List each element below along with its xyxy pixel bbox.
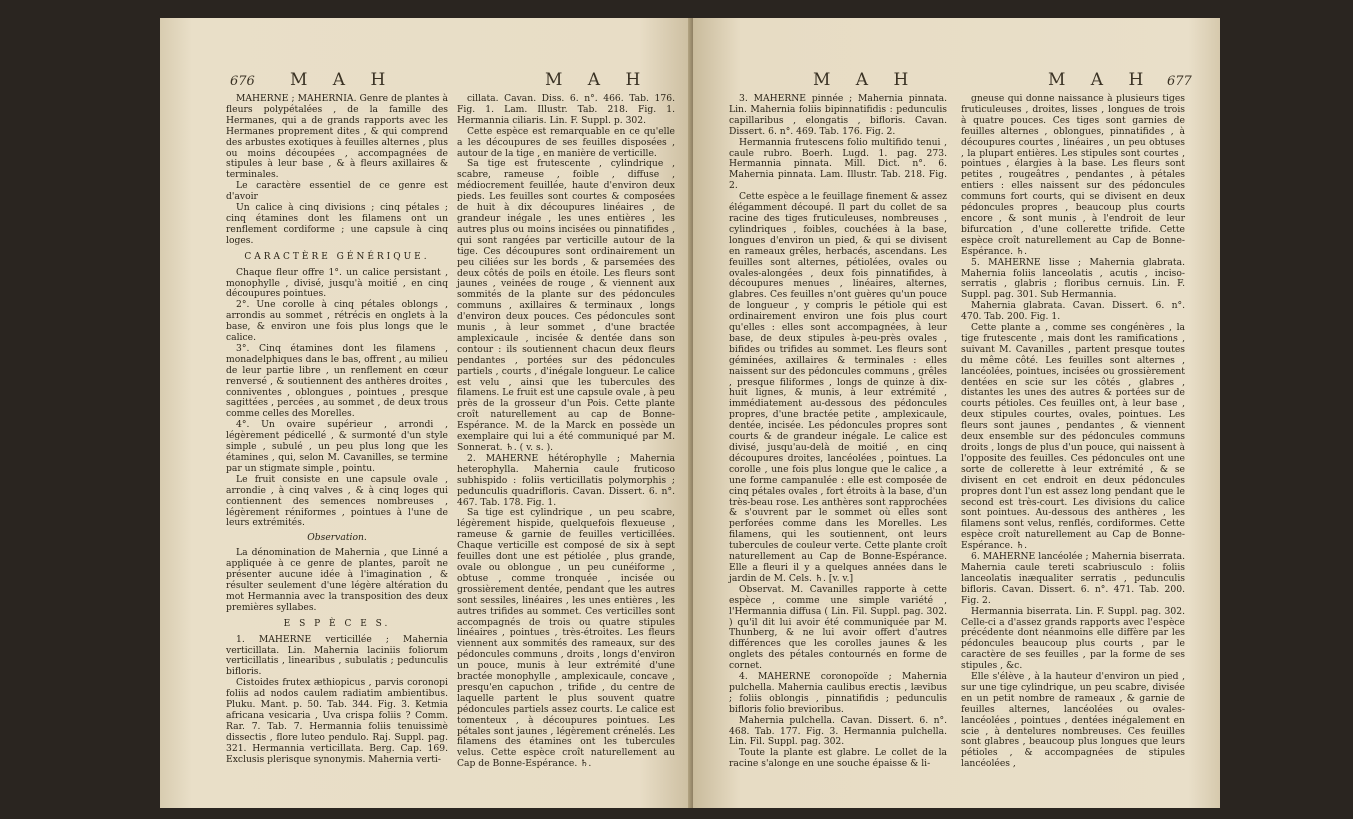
paragraph: 4. MAHERNE coronopoïde ; Mahernia pulchella. Mahernia caulibus erectis , lævibus ; foliis oblongis , pinnatifidis ; pedunculis bifloris folio brevioribus.	[729, 671, 947, 715]
paragraph: 4°. Un ovaire supérieur , arrondi , légèrement pédicellé , & surmonté d'un style simple , subulé , un peu plus long que les étamines , qui, selon M. Cavanilles, se termine par un stigmate simple , pointu.	[226, 419, 448, 474]
paragraph: 1. MAHERNE verticillée ; Mahernia verticillata. Lin. Mahernia laciniis foliorum verticillatis , linearibus , subulatis ; pedunculis bifloris.	[226, 633, 448, 678]
paragraph: 2°. Une corolle à cinq pétales oblongs , arrondis au sommet , rétrécis en onglets à la base, & environ une fois plus longs que le calice.	[226, 299, 448, 344]
paragraph: 6. MAHERNE lancéolée ; Mahernia biserrata. Mahernia caule tereti scabriusculo : foliis lanceolatis inæqualiter serratis , pedunculis bifloris. Cavan. Dissert. 6. n°. 471. Tab. 200. Fig. 2.	[961, 551, 1185, 606]
open-book	[160, 18, 1220, 808]
paragraph: Hermannia biserrata. Lin. F. Suppl. pag. 302. Celle-ci a d'assez grands rapports avec l'espèce précédente dont néanmoins elle diffère par les pédoncules beaucoup plus courts , par le caractère de ses feuilles , par la forme de ses stipules , &c.	[961, 605, 1185, 672]
paragraph: Cette plante a , comme ses congénères , la tige frutescente , mais dont les ramifications , suivant M. Cavanilles , partent presque toutes du même côté. Les feuilles sont alternes , lancéolées, pointues, incisées ou grossièrement dentées en scie sur les côtés , glabres , distantes les unes des autres & portées sur de courts pétioles. Ces feuilles ont, à leur base , deux stipules courtes, ovales, pointues. Les fleurs sont jaunes , pendantes , & viennent deux ensemble sur des pédoncules communs droits , longs de plus d'un pouce, qui naissent à l'opposite des feuilles. Ces pédoncules ont une sorte de collerette à leur extrémité , & se divisent en cet endroit en deux pédoncules propres dont l'un est assez long pendant que le second est très-court. Les divisions du calice sont pointues. Au-dessous des anthères , les filamens sont velus, renflés, cordiformes. Cette espèce croît naturellement au Cap de Bonne-Espérance. ♄.	[961, 322, 1185, 552]
paragraph: 3. MAHERNE pinnée ; Mahernia pinnata. Lin. Mahernia foliis bipinnatifidis : pedunculis capillaribus , elongatis , bifloris. Cavan. Dissert. 6. n°. 469. Tab. 176. Fig. 2.	[729, 93, 947, 137]
right-page-column-1	[729, 94, 947, 770]
paragraph: 5. MAHERNE lisse ; Mahernia glabrata. Mahernia foliis lanceolatis , acutis , inciso-serratis , glabris ; floribus cernuis. Lin. F. Suppl. pag. 301. Sub Hermannia.	[961, 256, 1185, 301]
paragraph: gneuse qui donne naissance à plusieurs tiges fruticuleuses , droites, lisses , longues de trois à quatre pouces. Ces tiges sont garnies de feuilles alternes , oblongues, pinnatifides , à découpures courtes , linéaires , un peu obtuses , la plupart entières. Les stipules sont courtes , pointues , élargies à la base. Les fleurs sont petites , rougeâtres , pendantes , à pétales entiers : elles naissent sur des pédoncules communs fort courts, qui se divisent en deux pédoncules propres , beaucoup plus courts encore , & sont munis , à l'endroit de leur bifurcation , d'une collerette trifide. Cette espèce croît naturellement au Cap de Bonne-Espérance. ♄.	[961, 93, 1185, 257]
paragraph: Elle s'élève , à la hauteur d'environ un pied , sur une tige cylindrique, un peu scabre, divisée en un petit nombre de rameaux , & garnie de feuilles alternes, lancéolées ou ovales-lancéolées , pointues , dentées inégalement en scie , à dentelures nombreuses. Ces feuilles sont glabres , beaucoup plus longues que leurs pétioles , & accompagnées de stipules lancéolées ,	[961, 671, 1185, 770]
paragraph: cillata. Cavan. Diss. 6. n°. 466. Tab. 176. Fig. 1. Lam. Illustr. Tab. 218. Fig. 1. Hermannia ciliaris. Lin. F. Suppl. p. 302.	[457, 93, 675, 126]
paragraph: MAHERNE ; MAHERNIA. Genre de plantes à fleurs polypétalées , de la famille des Hermanes, qui a de grands rapports avec les Hermanes proprement dites , & qui comprend des arbustes exotiques à feuilles alternes , plus ou moins découpées , accompagnées de stipules à leur base , & à fleurs axillaires & terminales.	[226, 93, 448, 181]
paragraph: 2. MAHERNE hétérophylle ; Mahernia heterophylla. Mahernia caule fruticoso subhispido : foliis verticillatis polymorphis ; pedunculis quadrifloris. Cavan. Dissert. 6. n°. 467. Tab. 178. Fig. 1.	[457, 452, 675, 508]
paragraph: Le fruit consiste en une capsule ovale , arrondie , à cinq valves , & à cinq loges qui contiennent des semences nombreuses , légèrement réniformes , pointues à l'une de leurs extrémités.	[226, 473, 448, 529]
paragraph: La dénomination de Mahernia , que Linné a appliquée à ce genre de plantes, paroît ne présenter aucune idée à l'imagination , & résulter seulement d'une légère altération du mot Hermannia avec la transposition des deux premières syllabes.	[226, 547, 448, 613]
right-page-number: 677	[1167, 74, 1192, 89]
right-page-column-2	[961, 94, 1185, 770]
paragraph: Mahernia pulchella. Cavan. Dissert. 6. n°. 468. Tab. 177. Fig. 3. Hermannia pulchella. Lin. Fil. Suppl. pag. 302.	[729, 714, 947, 748]
paragraph: E S P È C E S.	[283, 618, 391, 629]
paragraph: Cette espèce a le feuillage finement & assez élégamment découpé. Il part du collet de sa racine des tiges fruticuleuses, nombreuses , cylindriques , foibles, couchées à la base, longues d'environ un pied, & qui se divisent en rameaux grêles, herbacés, ascendans. Les feuilles sont alternes, pétiolées, ovales ou ovales-alongées , deux fois pinnatifides, à découpures menues , linéaires, alternes, glabres. Ces feuilles n'ont guères qu'un pouce de longueur , y compris le pétiole qui est ordinairement environ une fois plus court qu'elles : elles sont accompagnées, à leur base, de deux stipules à-peu-près ovales , bifides ou trifides au sommet. Les fleurs sont géminées, axillaires & terminales : elles naissent sur des pédoncules communs , grêles , presque filiformes , longs de quinze à dix-huit lignes, & munis, à leur extrémité , immédiatement au-dessous des pédoncules propres, d'une bractée petite , amplexicaule, dentée, incisée. Les pédoncules propres sont courts & de grandeur inégale. Le calice est divisé, jusqu'au-delà de moitié , en cinq découpures droites, lancéolées , pointues. La corolle , une fois plus longue que le calice , a une forme campanulée : elle est composée de cinq pétales ovales , fort étroits à la base, d'un très-beau rose. Les anthères sont rapprochées & s'ouvrent par le sommet où elles sont perforées comme dans les Morelles. Les filamens, qui les soutiennent, ont leurs tubercules de couleur verte. Cette plante croît naturellement au Cap de Bonne-Espérance. Elle a fleuri il y a quelques années dans le jardin de M. Cels. ♄. [v. v.]	[729, 191, 947, 584]
paragraph: Hermannia frutescens folio multifido tenui , caule rubro. Boerh. Lugd. 1. pag. 273. Hermannia pinnata. Mill. Dict. n°. 6. Mahernia pinnata. Lam. Illustr. Tab. 218. Fig. 2.	[729, 136, 947, 192]
left-header-left: M A H	[290, 70, 396, 90]
paragraph: Observat. M. Cavanilles rapporte à cette espèce , comme une simple variété , l'Hermannia diffusa ( Lin. Fil. Suppl. pag. 302. ) qu'il dit lui avoir été communiquée par M. Thunberg, & ne lui avoir offert d'autres différences que les corolles jaunes & les onglets des pétales contournés en forme de cornet.	[729, 583, 947, 672]
right-page	[693, 18, 1220, 808]
paragraph: 3°. Cinq étamines dont les filamens , monadelphiques dans le bas, offrent , au milieu de leur partie libre , un renflement en cœur renversé , & soutiennent des anthères droites , conniventes , oblongues , pointues , presque sagittées , percées , au sommet , de deux trous comme celles des Morelles.	[226, 342, 448, 420]
right-header-left: M A H	[813, 70, 919, 90]
paragraph: Sa tige est frutescente , cylindrique , scabre, rameuse , foible , diffuse , médiocrement feuillée, haute d'environ deux pieds. Les feuilles sont courtes & composées de huit à dix découpures linéaires , de grandeur inégale , les unes entières , les autres plus ou moins incisées ou pinnatifides , qui sont rangées par verticille autour de la tige. Ces découpures sont ordinairement un peu ciliées sur les bords , & parsemées des deux côtés de poils en étoile. Les fleurs sont jaunes , veinées de rouge , & viennent aux sommités de la plante sur des pédoncules communs , axillaires & terminaux , longs d'environ deux pouces. Ces pédoncules sont munis , à leur sommet , d'une bractée amplexicaule , incisée & dentée dans son contour : ils soutiennent chacun deux fleurs pendantes , portées sur des pédoncules partiels , courts , d'inégale longueur. Le calice est velu , ainsi que les tubercules des filamens. Le fruit est une capsule ovale , à peu près de la grosseur d'un Pois. Cette plante croît naturellement au cap de Bonne-Espérance. M. de la Marck en possède un exemplaire qui lui a été communiqué par M. Sonnerat. ♄. ( v. s. ).	[457, 158, 675, 453]
paragraph: Le caractère essentiel de ce genre est d'avoir	[226, 180, 448, 203]
paragraph: Sa tige est cylindrique , un peu scabre, légèrement hispide, quelquefois flexueuse , rameuse & garnie de feuilles verticillées. Chaque verticille est composé de six à sept feuilles dont une est pétiolée , plus grande, ovale ou oblongue , un peu cunéiforme , obtuse , comme tronquée , incisée ou grossièrement dentée, pendant que les autres sont sessiles, linéaires , les unes entières , les autres trifides au sommet. Ces verticilles sont accompagnés de trois ou quatre stipules linéaires , pointues , très-étroites. Les fleurs viennent aux sommités des rameaux, sur des pédoncules communs , droits , longs d'environ un pouce, munis à leur extrémité d'une bractée monophylle , amplexicaule, concave , presqu'en capuchon , trifide , du centre de laquelle partent le plus souvent quatre pédoncules partiels assez courts. Le calice est tomenteux , à découpures pointues. Les pétales sont jaunes , légèrement crénelés. Les filamens des étamines ont les tubercules velus. Cette espèce croît naturellement au Cap de Bonne-Espérance. ♄.	[457, 507, 675, 770]
paragraph: CARACTÈRE GÉNÉRIQUE.	[244, 251, 430, 262]
left-page	[160, 18, 693, 808]
paragraph: Cette espèce est remarquable en ce qu'elle a les découpures de ses feuilles disposées , autour de la tige , en manière de verticille.	[457, 125, 675, 159]
paragraph: Chaque fleur offre 1°. un calice persistant , monophylle , divisé, jusqu'à moitié , en cinq découpures pointues.	[226, 266, 448, 300]
paragraph: Cistoides frutex æthiopicus , parvis coronopi foliis ad nodos caulem radiatim ambientibus. Pluku. Mant. p. 50. Tab. 344. Fig. 3. Ketmia africana vesicaria , Uva crispa foliis ? Comm. Rar. 7. Tab. 7. Hermannia foliis tenuissimè dissectis , flore luteo pendulo. Raj. Suppl. pag. 321. Hermannia verticillata. Berg. Cap. 169. Exclusis plerisque synonymis. Mahernia verti-	[226, 677, 448, 765]
left-page-number: 676	[230, 74, 255, 89]
paragraph: Un calice à cinq divisions ; cinq pétales ; cinq étamines dont les filamens ont un renflement cordiforme ; une capsule à cinq loges.	[226, 202, 448, 246]
paragraph: Observation.	[307, 532, 367, 544]
right-header-right: M A H	[1048, 70, 1154, 90]
paragraph: Mahernia glabrata. Cavan. Dissert. 6. n°. 470. Tab. 200. Fig. 1.	[961, 300, 1185, 323]
paragraph: Toute la plante est glabre. Le collet de la racine s'alonge en une souche épaisse & li-	[729, 747, 947, 770]
left-page-column-1	[226, 94, 448, 765]
left-header-right: M A H	[545, 70, 651, 90]
left-page-column-2	[457, 94, 675, 770]
